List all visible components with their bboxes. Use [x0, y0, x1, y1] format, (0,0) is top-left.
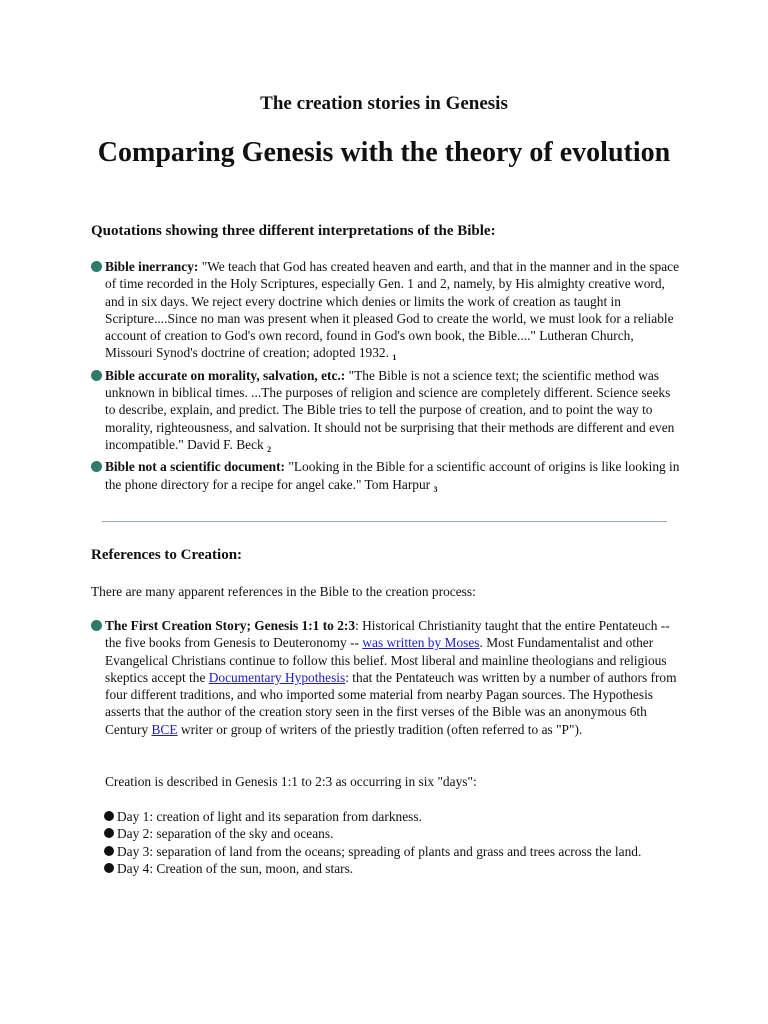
footnote-ref[interactable]: 2	[267, 444, 272, 454]
quotations-list	[91, 258, 681, 498]
list-item	[104, 843, 680, 860]
first-story-text: . Most Fundamentalist and other Evangelical Christians continue to follow this belief. Most liberal and mainline theologians and religious skeptics accept the	[105, 635, 667, 685]
day-text: Day 1: creation of light and its separation from darkness.	[117, 809, 422, 824]
day-text: Day 2: separation of the sky and oceans.	[117, 826, 334, 842]
list-item	[91, 458, 681, 498]
bullet-icon	[91, 620, 102, 631]
first-story-text: : that the Pentateuch was written by a number of authors from four different traditions, and who imported some material from nearby Pagan sources. The Hypothesis asserts that the author of the creation story seen in the first verses of the Bible was an anonymous 6th Century	[105, 669, 677, 737]
list-item	[104, 825, 680, 842]
quotations-heading: Quotations showing three different interpretations of the Bible:	[91, 223, 496, 239]
quote-text: "We teach that God has created heaven and earth, and that in the manner and in the space of time recorded in the Holy Scriptures, especially Gen. 1 and 2, namely, by His almighty creative word, and in six days. We reject every doctrine which denies or limits the work of creation as taught in Scripture....Since no man was present when it pleased God to create the world, we must look for a reliable account of creation to God's own record, found in God's own book, the Bible...." Lutheran Church, Missouri Synod's doctrine of creation; adopted 1932.	[105, 259, 680, 361]
bullet-icon	[91, 461, 102, 472]
documentary-hypothesis-link[interactable]: Documentary Hypothesis	[208, 669, 346, 685]
page-title: Comparing Genesis with the theory of evolution	[97, 137, 671, 168]
bullet-icon	[104, 846, 114, 856]
bullet-icon	[104, 828, 114, 838]
references-list	[91, 617, 681, 738]
day-text: Day 4: Creation of the sun, moon, and stars.	[117, 860, 354, 876]
bullet-icon	[104, 811, 114, 821]
list-item	[91, 617, 681, 738]
references-intro: There are many apparent references in the Bible to the creation process:	[91, 584, 476, 599]
quote-label: Bible not a scientific document:	[105, 459, 286, 475]
list-item	[104, 808, 680, 825]
days-list	[104, 808, 680, 877]
creation-description: Creation is described in Genesis 1:1 to 2:3 as occurring in six "days":	[105, 774, 477, 789]
page-subtitle: The creation stories in Genesis	[260, 93, 508, 114]
first-story-label: The First Creation Story; Genesis 1:1 to 2:3	[105, 618, 356, 633]
horizontal-divider	[102, 521, 667, 522]
quote-label: Bible accurate on morality, salvation, etc.:	[105, 367, 346, 383]
list-item	[104, 860, 680, 877]
quote-text: "Looking in the Bible for a scientific account of origins is like looking in the phone directory for a recipe for angel cake." Tom Harpur	[105, 459, 680, 492]
references-heading: References to Creation:	[91, 547, 243, 563]
first-story-text: : Historical Christianity taught that the entire Pentateuch -- the five books from Genesis to Deuteronomy --	[105, 618, 670, 651]
moses-link[interactable]: was written by Moses	[362, 635, 480, 651]
bullet-icon	[104, 863, 114, 873]
bullet-icon	[91, 370, 102, 381]
list-item	[91, 258, 681, 367]
footnote-ref[interactable]: 1	[392, 353, 397, 363]
list-item	[91, 367, 681, 458]
day-text: Day 3: separation of land from the oceans; spreading of plants and grass and trees across the land.	[117, 843, 642, 859]
footnote-ref[interactable]: 3	[433, 484, 438, 494]
first-story-text: writer or group of writers of the priestly tradition (often referred to as "P").	[177, 721, 583, 737]
quote-label: Bible inerrancy:	[105, 259, 199, 274]
quote-text: "The Bible is not a science text; the scientific method was unknown in biblical times. ...The purposes of religion and science are completely different. Science seeks to describe, explain, and predict. The Bible tries to tell the purpose of creation, and to point the way to morality, righteousness, and salvation. It should not be surprising that their methods are different and even incompatible." David F. Beck	[105, 367, 675, 452]
bullet-icon	[91, 261, 102, 272]
bce-link[interactable]: BCE	[151, 721, 178, 737]
